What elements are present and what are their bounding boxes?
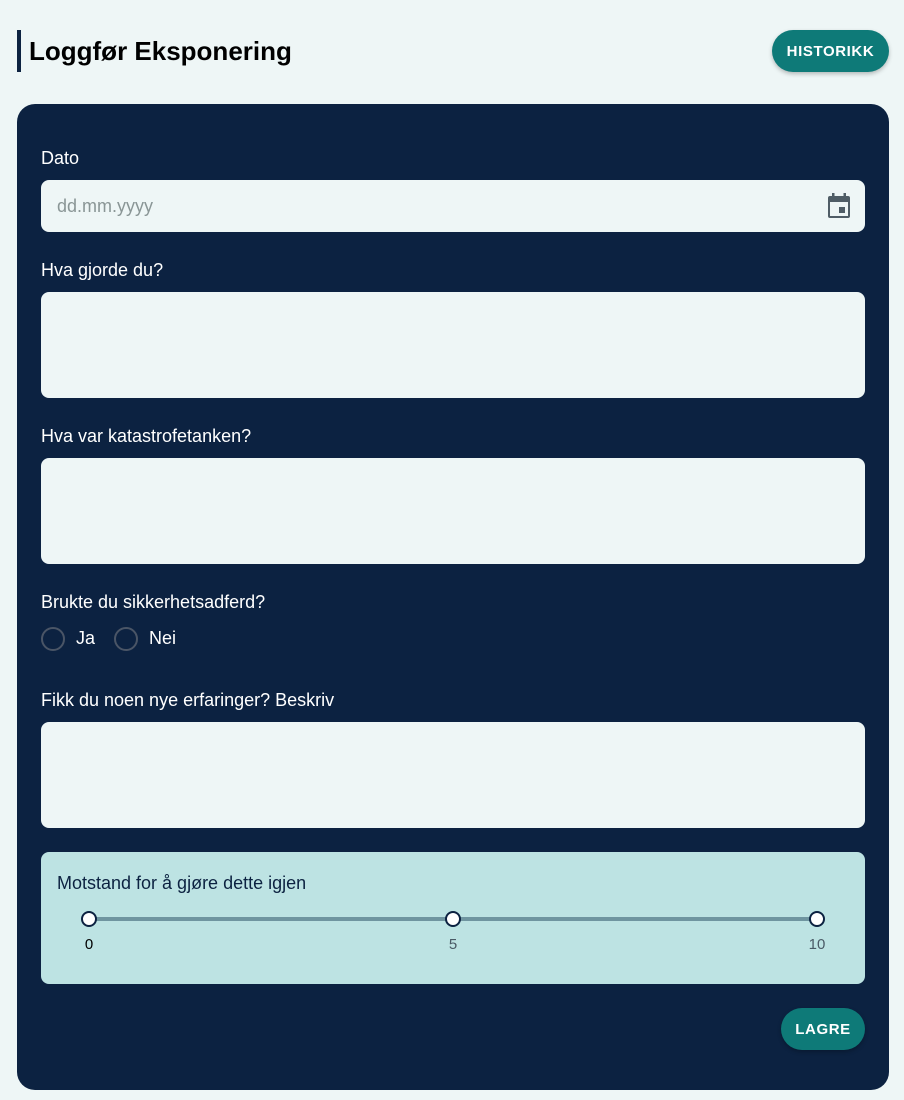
radio-no-label: Nei bbox=[149, 628, 177, 648]
slider-mark-10[interactable] bbox=[809, 911, 825, 927]
title-accent-bar bbox=[17, 30, 21, 72]
slider-mark-5[interactable] bbox=[445, 911, 461, 927]
safety-behavior-radio-group bbox=[41, 626, 341, 652]
radio-yes-label: Ja bbox=[76, 628, 96, 648]
radio-option-no[interactable] bbox=[114, 626, 194, 652]
tick-label-10: 10 bbox=[808, 936, 826, 953]
save-button[interactable]: LAGRE bbox=[781, 1008, 865, 1050]
tick-label-5: 5 bbox=[448, 936, 458, 953]
page-header bbox=[17, 30, 889, 72]
exposure-form-card bbox=[17, 104, 889, 1090]
calendar-icon[interactable] bbox=[827, 193, 851, 219]
date-label: Dato bbox=[41, 148, 80, 168]
slider-mark-0[interactable] bbox=[81, 911, 97, 927]
new-experiences-input[interactable] bbox=[41, 722, 865, 828]
radio-yes-circle[interactable] bbox=[41, 627, 65, 651]
radio-no-circle[interactable] bbox=[114, 627, 138, 651]
page-title: Loggfør Eksponering bbox=[29, 36, 292, 66]
resistance-label: Motstand for å gjøre dette igjen bbox=[57, 873, 307, 893]
history-button[interactable]: HISTORIKK bbox=[772, 30, 889, 72]
catastrophic-thought-label: Hva var katastrofetanken? bbox=[41, 426, 252, 446]
catastrophic-thought-input[interactable] bbox=[41, 458, 865, 564]
date-placeholder: dd.mm.yyyy bbox=[57, 196, 154, 216]
date-input[interactable] bbox=[41, 180, 865, 232]
tick-label-0: 0 bbox=[84, 936, 94, 953]
what-did-you-do-input[interactable] bbox=[41, 292, 865, 398]
what-did-you-do-label: Hva gjorde du? bbox=[41, 260, 164, 280]
safety-behavior-label: Brukte du sikkerhetsadferd? bbox=[41, 592, 266, 612]
resistance-slider-panel bbox=[41, 852, 865, 984]
new-experiences-label: Fikk du noen nye erfaringer? Beskriv bbox=[41, 690, 335, 710]
radio-option-yes[interactable] bbox=[41, 626, 111, 652]
